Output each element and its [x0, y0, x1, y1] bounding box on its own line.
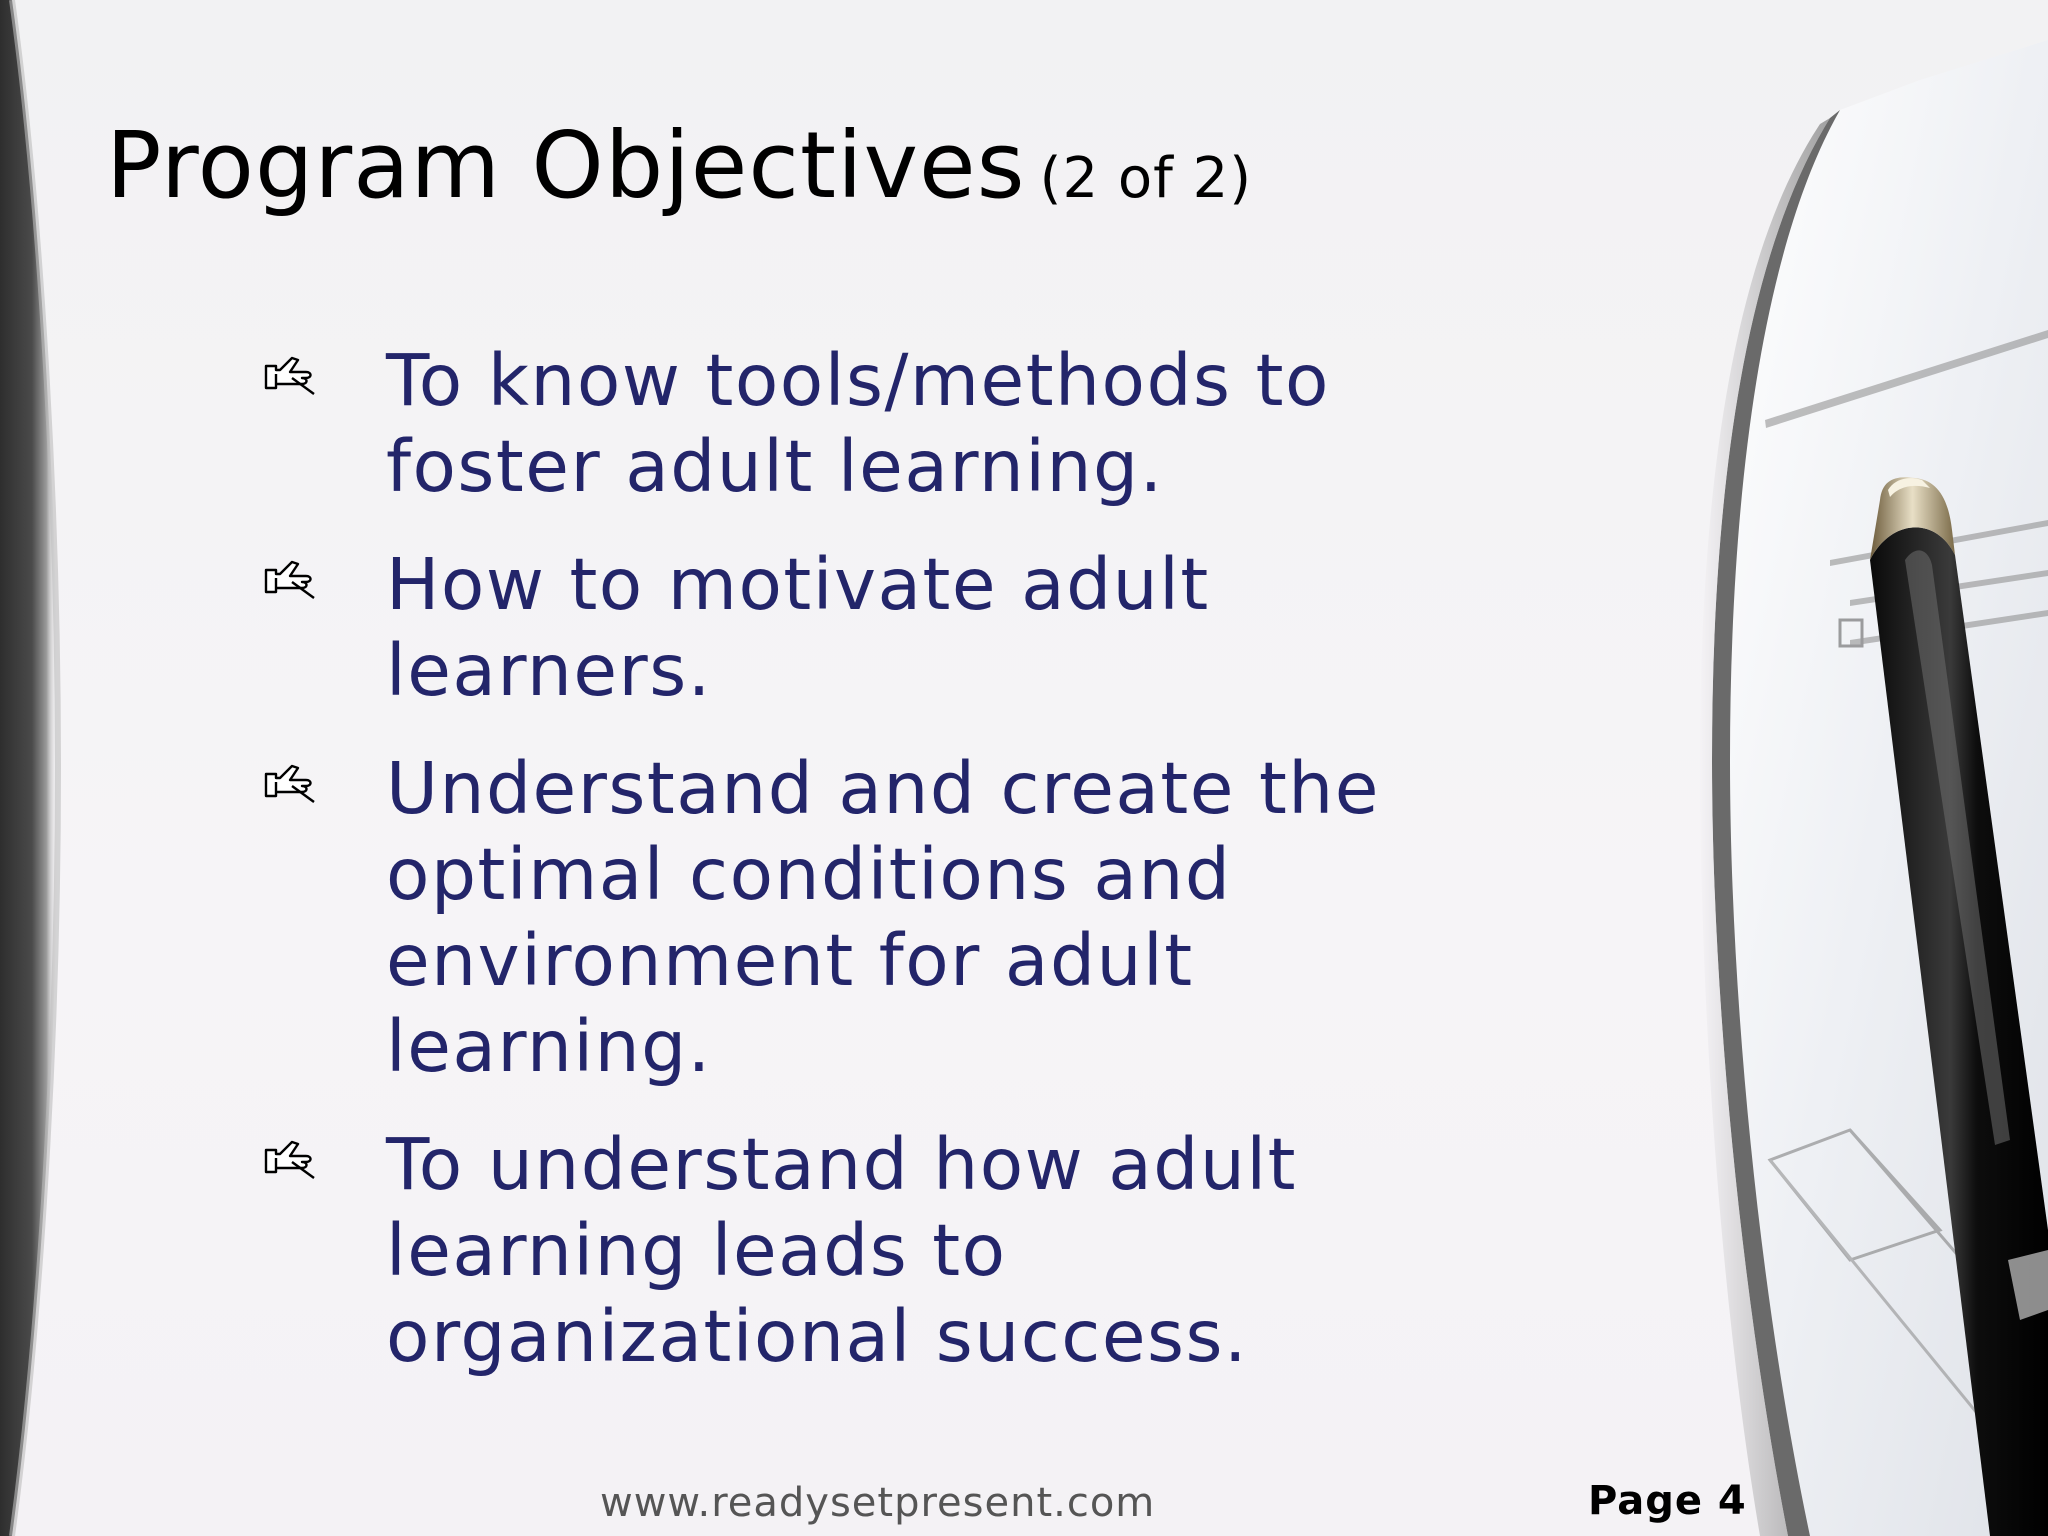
- pen-paper-photo: [1690, 0, 2048, 1536]
- slide-title: [106, 112, 1252, 219]
- writing-hand-icon: [262, 560, 318, 600]
- page-number: Page 4: [1588, 1478, 1747, 1524]
- left-edge-decoration: [0, 0, 90, 1536]
- bullet-text: Understand and create the optimal conditions and environment for adult learning.: [386, 747, 1380, 1088]
- list-item: [262, 1122, 1412, 1380]
- list-item: [262, 746, 1412, 1090]
- title-main: Program Objectives: [106, 112, 1026, 219]
- writing-hand-icon: [262, 764, 318, 804]
- writing-hand-icon: [262, 1140, 318, 1180]
- bullet-text: To know tools/methods to foster adult learning.: [386, 339, 1330, 508]
- bullet-text: To understand how adult learning leads to organizational success.: [386, 1123, 1297, 1378]
- list-item: [262, 542, 1412, 714]
- writing-hand-icon: [262, 356, 318, 396]
- title-suffix: (2 of 2): [1039, 146, 1253, 211]
- list-item: [262, 338, 1412, 510]
- bullet-text: How to motivate adult learners.: [386, 543, 1210, 712]
- footer-url: www.readysetpresent.com: [600, 1480, 1156, 1526]
- objectives-list: [262, 338, 1412, 1412]
